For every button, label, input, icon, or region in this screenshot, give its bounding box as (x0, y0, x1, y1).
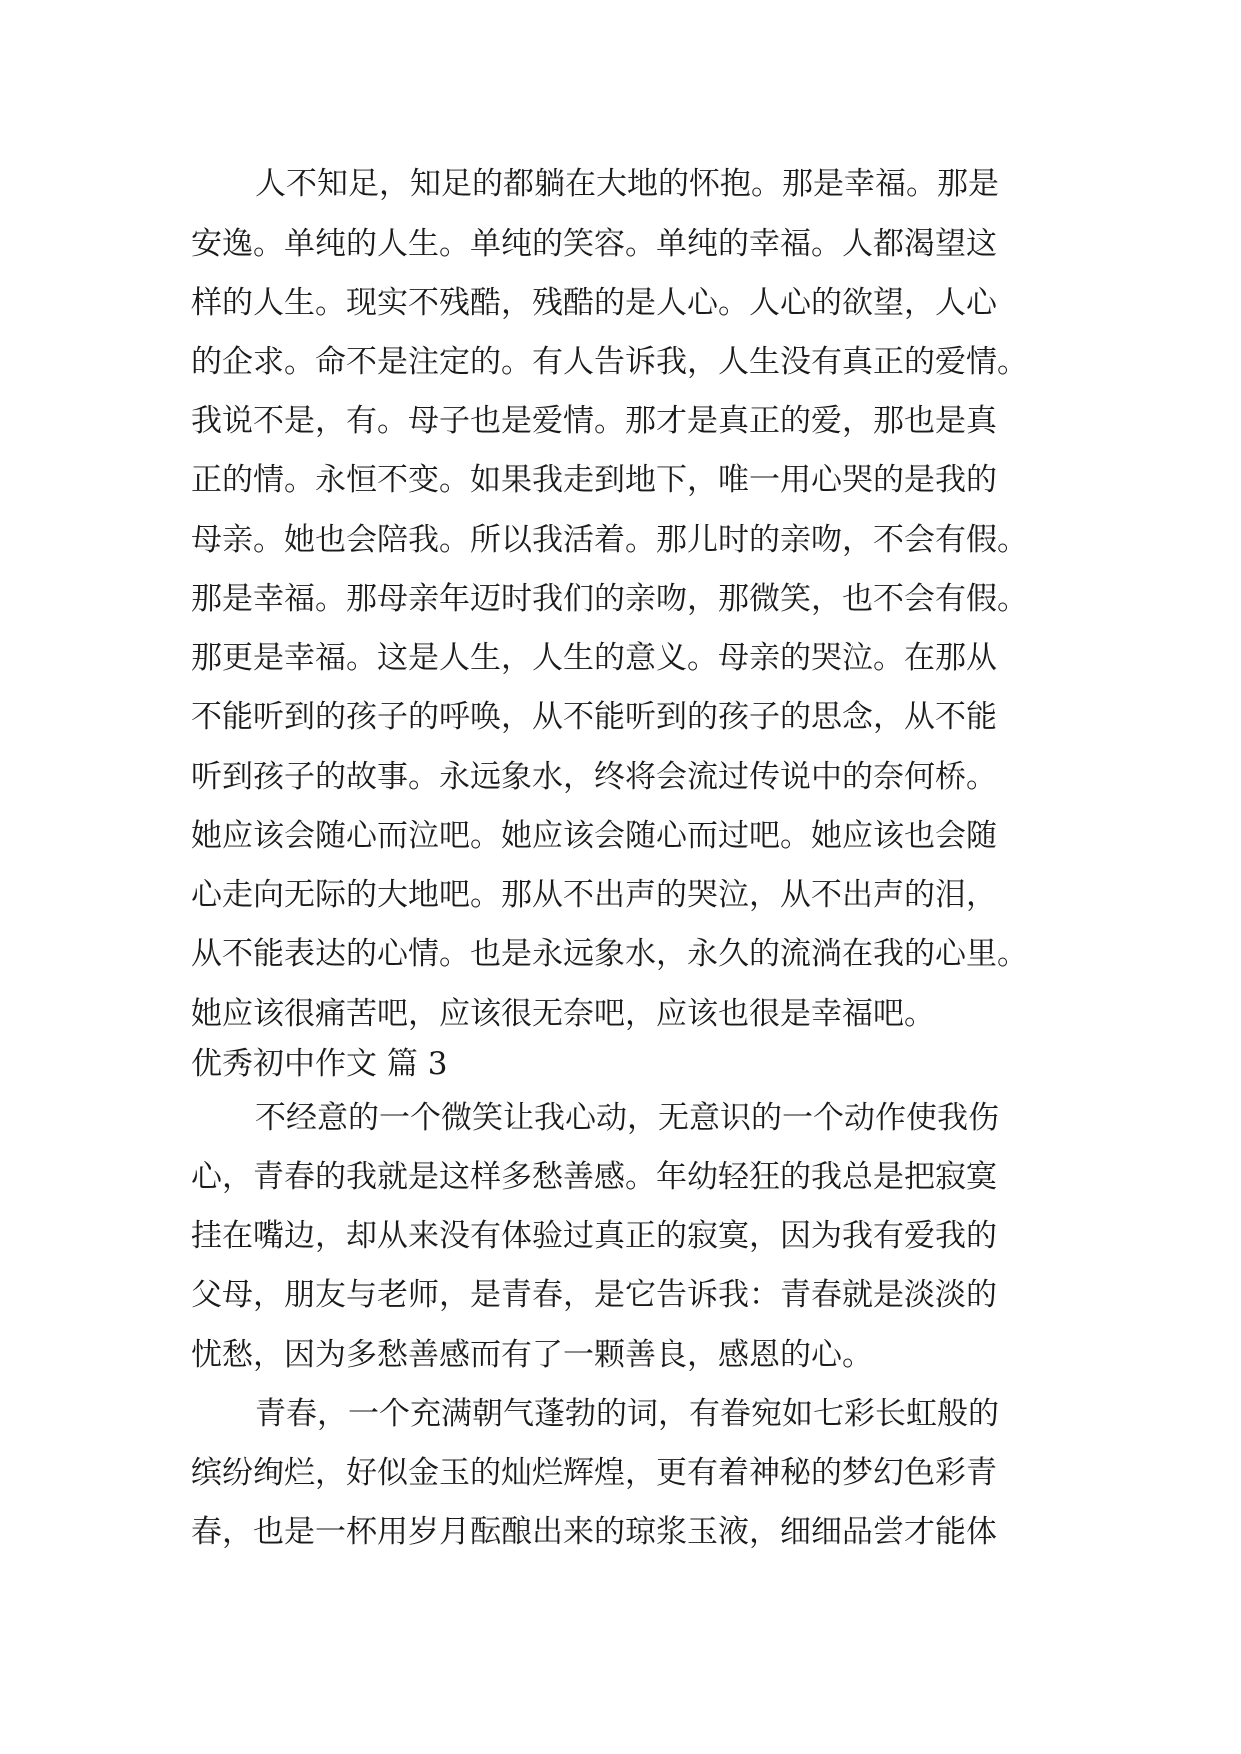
paragraph-line: 母亲。她也会陪我。所以我活着。那儿时的亲吻，不会有假。 (191, 522, 1028, 558)
paragraph-line: 父母，朋友与老师，是青春，是它告诉我：青春就是淡淡的 (191, 1277, 997, 1313)
paragraph-line: 那是幸福。那母亲年迈时我们的亲吻，那微笑，也不会有假。 (191, 581, 1028, 617)
paragraph-line: 那更是幸福。这是人生，人生的意义。母亲的哭泣。在那从 (191, 640, 997, 676)
paragraph-line: 青春，一个充满朝气蓬勃的词，有眷宛如七彩长虹般的 (255, 1396, 999, 1432)
paragraph-line: 心走向无际的大地吧。那从不出声的哭泣，从不出声的泪， (191, 877, 997, 913)
paragraph-line: 不经意的一个微笑让我心动，无意识的一个动作使我伤 (255, 1100, 999, 1136)
paragraph-line: 听到孩子的故事。永远象水，终将会流过传说中的奈何桥。 (191, 759, 997, 795)
paragraph-line: 我说不是，有。母子也是爱情。那才是真正的爱，那也是真 (191, 403, 997, 439)
paragraph-line: 人不知足，知足的都躺在大地的怀抱。那是幸福。那是 (255, 166, 999, 202)
paragraph-line: 她应该会随心而泣吧。她应该会随心而过吧。她应该也会随 (191, 818, 997, 854)
paragraph-line: 不能听到的孩子的呼唤，从不能听到的孩子的思念，从不能 (191, 699, 997, 735)
paragraph-line: 的企求。命不是注定的。有人告诉我，人生没有真正的爱情。 (191, 344, 1028, 380)
paragraph-line: 样的人生。现实不残酷，残酷的是人心。人心的欲望，人心 (191, 285, 997, 321)
paragraph-line: 忧愁，因为多愁善感而有了一颗善良，感恩的心。 (191, 1337, 873, 1373)
section-heading: 优秀初中作文 篇 3 (191, 1046, 448, 1082)
paragraph-line: 心，青春的我就是这样多愁善感。年幼轻狂的我总是把寂寞 (191, 1159, 997, 1195)
paragraph-line: 正的情。永恒不变。如果我走到地下，唯一用心哭的是我的 (191, 462, 997, 498)
paragraph-line: 她应该很痛苦吧，应该很无奈吧，应该也很是幸福吧。 (191, 996, 935, 1032)
paragraph-line: 春，也是一杯用岁月酝酿出来的琼浆玉液，细细品尝才能体 (191, 1514, 997, 1550)
paragraph-line: 缤纷绚烂，好似金玉的灿烂辉煌，更有着神秘的梦幻色彩青 (191, 1455, 997, 1491)
paragraph-line: 挂在嘴边，却从来没有体验过真正的寂寞，因为我有爱我的 (191, 1218, 997, 1254)
paragraph-line: 安逸。单纯的人生。单纯的笑容。单纯的幸福。人都渴望这 (191, 226, 997, 262)
paragraph-line: 从不能表达的心情。也是永远象水，永久的流淌在我的心里。 (191, 936, 1028, 972)
